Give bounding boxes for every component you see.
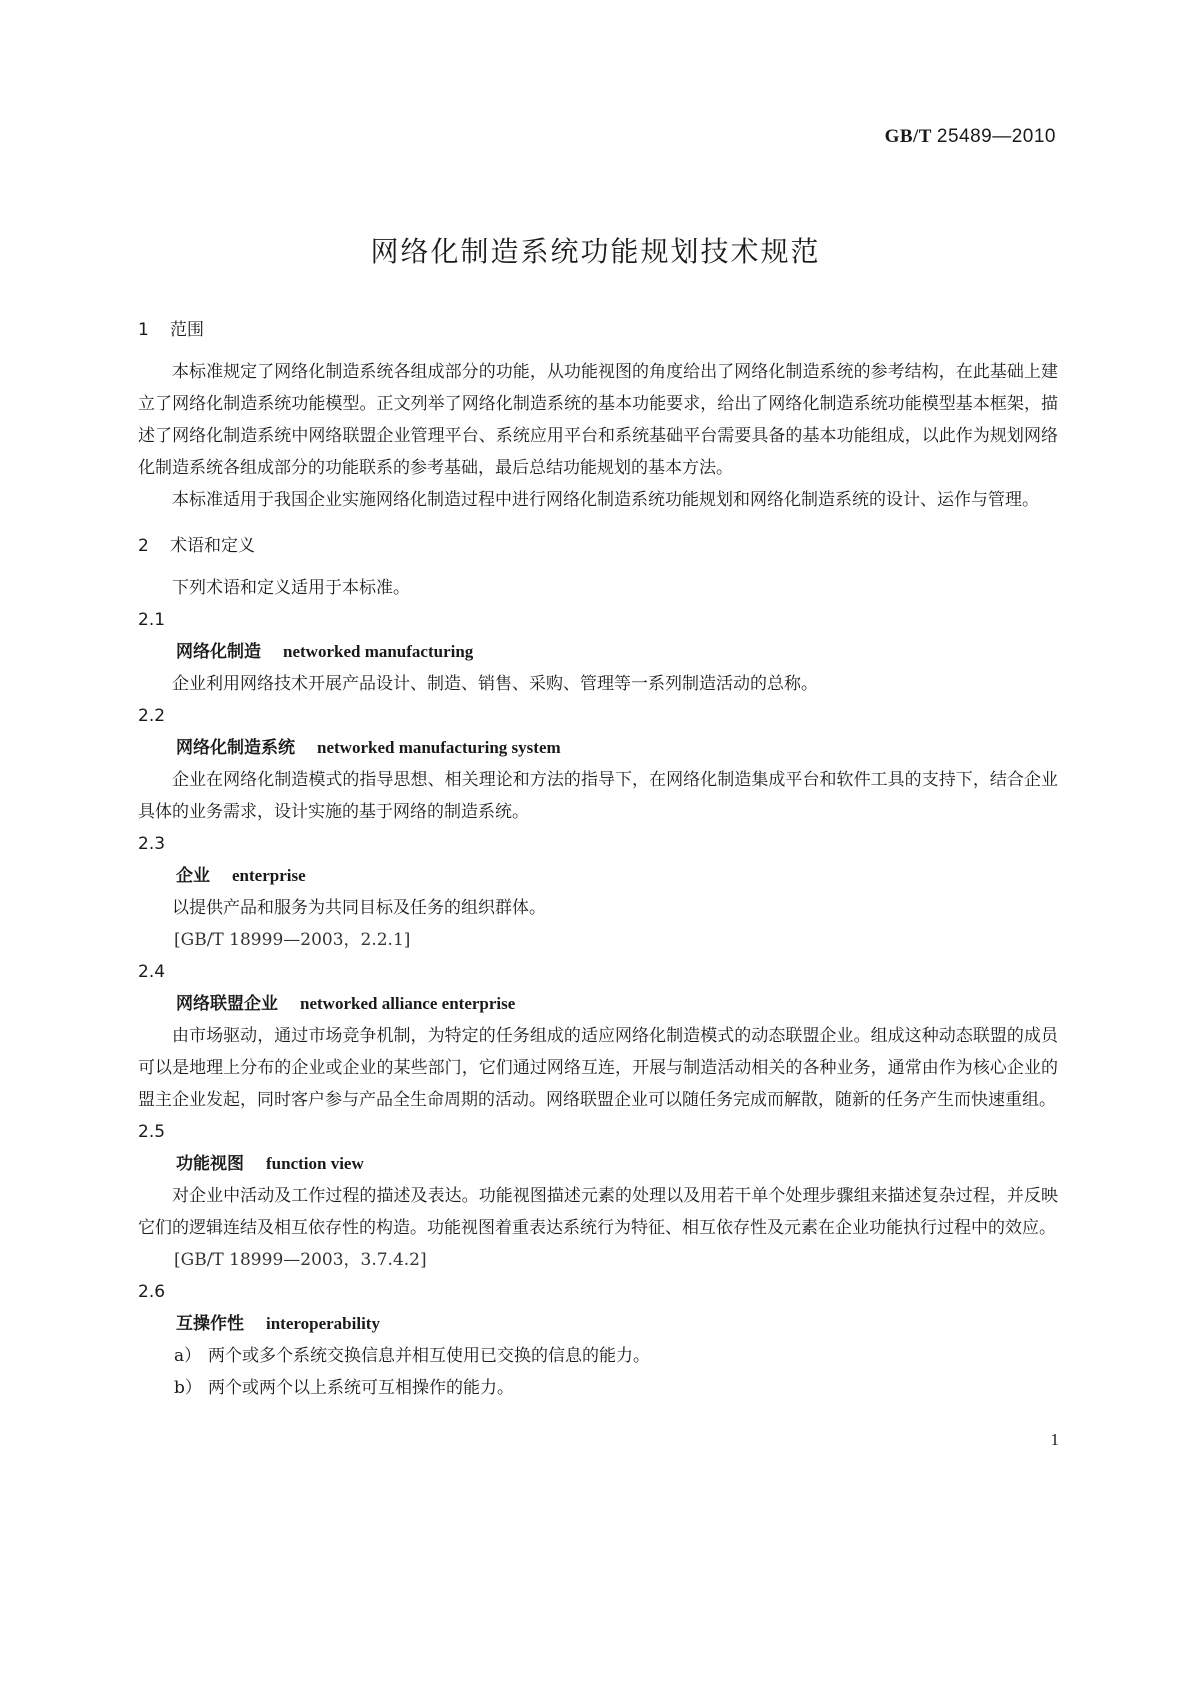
term-zh: 网络化制造	[176, 642, 261, 662]
term-definition: 由市场驱动，通过市场竞争机制，为特定的任务组成的适应网络化制造模式的动态联盟企业。组成这种动态联盟的成员可以是地理上分布的企业或企业的某些部门，它们通过网络互连，开展与制造活动相关的各种业务，通常由作为核心企业的盟主企业发起，同时客户参与产品全生命周期的活动。网络联盟企业可以随任务完成而解散，随新的任务产生而快速重组。	[138, 1026, 1058, 1110]
section-1-paragraph-1: 本标准规定了网络化制造系统各组成部分的功能，从功能视图的角度给出了网络化制造系统的参考结构，在此基础上建立了网络化制造系统功能模型。正文列举了网络化制造系统的基本功能要求，给出了网络化制造系统功能模型基本框架，描述了网络化制造系统中网络联盟企业管理平台、系统应用平台和系统基础平台需要具备的基本功能组成，以此作为规划网络化制造系统各组成部分的功能联系的参考基础，最后总结功能规划的基本方法。	[138, 362, 1058, 478]
term-definition: 企业利用网络技术开展产品设计、制造、销售、采购、管理等一系列制造活动的总称。	[172, 674, 818, 694]
list-item	[174, 1372, 1058, 1404]
list-marker: b）	[174, 1378, 202, 1398]
term-heading	[176, 988, 1058, 1020]
page-number: 1	[1050, 1430, 1059, 1449]
section-2-title: 术语和定义	[170, 536, 255, 556]
standard-prefix: GB/T	[884, 126, 932, 147]
standard-number: 25489—2010	[936, 126, 1056, 147]
clause-number: 2.4	[138, 962, 166, 982]
clause-number: 2.5	[138, 1122, 166, 1142]
list-item	[174, 1340, 1058, 1372]
list-marker: a）	[174, 1346, 202, 1366]
term-definition: 企业在网络化制造模式的指导思想、相关理论和方法的指导下，在网络化制造集成平台和软件工具的支持下，结合企业具体的业务需求，设计实施的基于网络的制造系统。	[138, 770, 1058, 822]
clause-number: 2.2	[138, 706, 166, 726]
section-2-number: 2	[138, 536, 149, 556]
clause-number: 2.3	[138, 834, 166, 854]
term-en: enterprise	[232, 866, 306, 885]
clause-number: 2.1	[138, 610, 166, 630]
section-1-title: 范围	[170, 320, 204, 340]
clause-number: 2.6	[138, 1282, 166, 1302]
document-body	[138, 318, 1058, 1404]
section-2-intro: 下列术语和定义适用于本标准。	[172, 578, 410, 598]
term-heading	[176, 1308, 1058, 1340]
term-zh: 功能视图	[176, 1154, 244, 1174]
term-definition: 对企业中活动及工作过程的描述及表达。功能视图描述元素的处理以及用若干单个处理步骤组来描述复杂过程，并反映它们的逻辑连结及相互依存性的构造。功能视图着重表达系统行为特征、相互依存性及元素在企业功能执行过程中的效应。	[138, 1186, 1058, 1238]
term-heading	[176, 860, 1058, 892]
term-zh: 互操作性	[176, 1314, 244, 1334]
term-en: networked manufacturing system	[317, 738, 561, 757]
list-text: 两个或多个系统交换信息并相互使用已交换的信息的能力。	[208, 1346, 650, 1366]
section-1-number: 1	[138, 320, 149, 340]
standard-code	[885, 126, 1056, 148]
document-title: 网络化制造系统功能规划技术规范	[370, 235, 821, 268]
term-reference: [GB/T 18999—2003，2.2.1]	[174, 930, 411, 950]
term-zh: 网络化制造系统	[176, 738, 295, 758]
term-en: networked alliance enterprise	[300, 994, 516, 1013]
term-reference: [GB/T 18999—2003，3.7.4.2]	[174, 1250, 427, 1270]
term-en: interoperability	[266, 1314, 380, 1333]
term-heading	[176, 732, 1058, 764]
term-en: networked manufacturing	[283, 642, 474, 661]
list-text: 两个或两个以上系统可互相操作的能力。	[208, 1378, 514, 1398]
section-2-heading	[138, 534, 1058, 558]
term-heading	[176, 636, 1058, 668]
term-definition: 以提供产品和服务为共同目标及任务的组织群体。	[172, 898, 546, 918]
term-en: function view	[266, 1154, 364, 1173]
term-zh: 网络联盟企业	[176, 994, 278, 1014]
term-zh: 企业	[176, 866, 210, 886]
section-1-paragraph-2: 本标准适用于我国企业实施网络化制造过程中进行网络化制造系统功能规划和网络化制造系统的设计、运作与管理。	[172, 490, 1039, 510]
term-heading	[176, 1148, 1058, 1180]
section-1-heading	[138, 318, 1058, 342]
